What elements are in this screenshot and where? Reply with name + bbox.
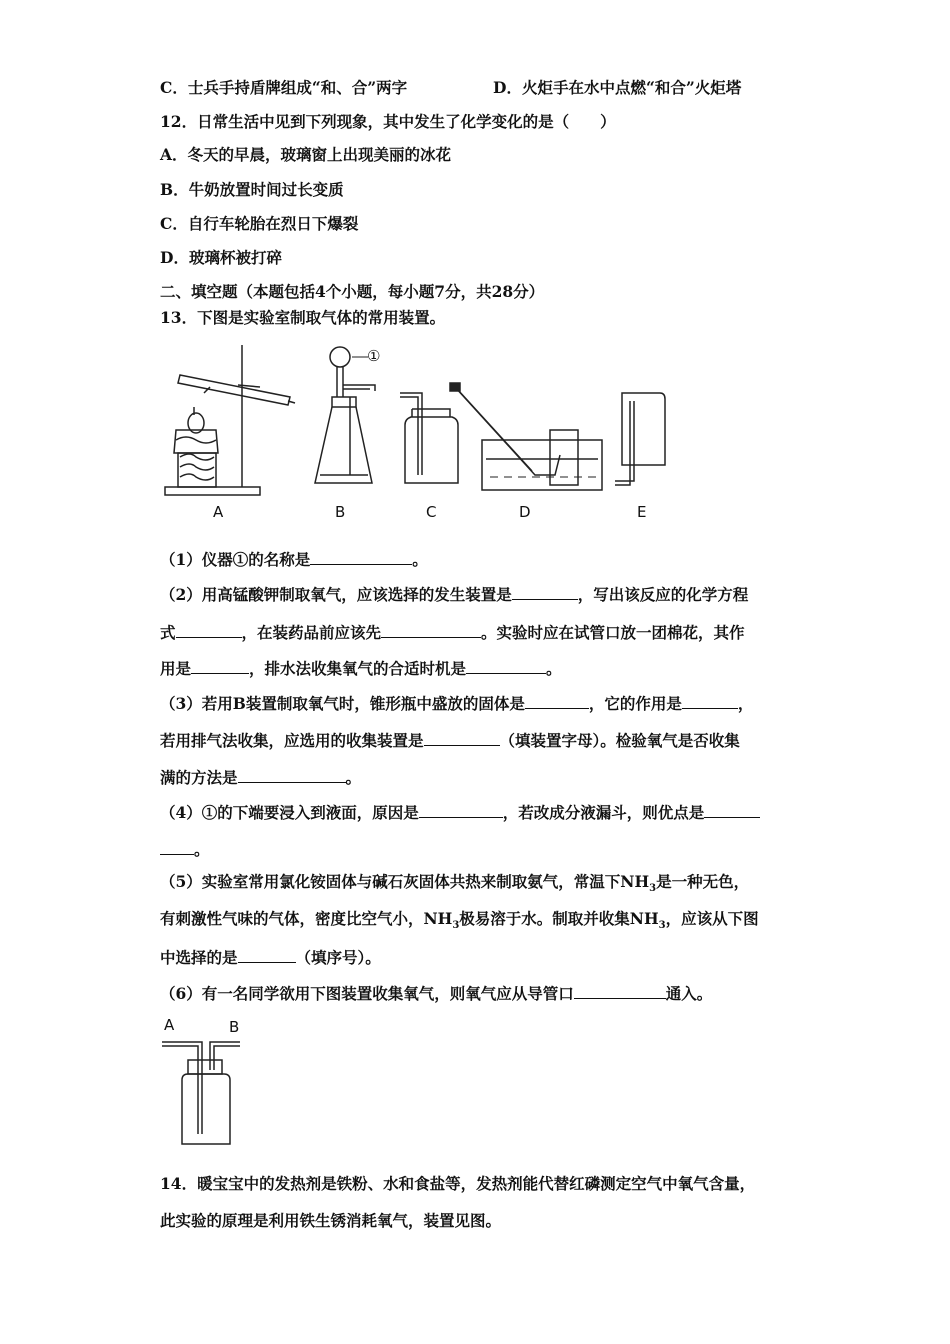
apparatus-d bbox=[450, 383, 602, 490]
q13-part5-line1: （5）实验室常用氯化铵固体与碱石灰固体共热来制取氨气，常温下$NH_3$是一种无色， bbox=[160, 872, 750, 895]
q12-option-a: A．冬天的早晨，玻璃窗上出现美丽的冰花 bbox=[160, 145, 452, 164]
fig-label-d: D bbox=[519, 503, 531, 521]
fig-label-b: B bbox=[335, 503, 346, 521]
q13-part4-line1: （4）①的下端要浸入到液面，原因是 ，若改成分液漏斗，则优点是 bbox=[160, 801, 760, 823]
instrument-marker: ① bbox=[367, 347, 381, 365]
fig-label-c: C bbox=[426, 503, 437, 521]
q14-line2: 此实验的原理是利用铁生锈消耗氧气，装置见图。 bbox=[160, 1211, 502, 1230]
apparatus-c bbox=[400, 393, 458, 483]
gas-bottle-figure bbox=[160, 1030, 250, 1150]
apparatus-b bbox=[315, 347, 375, 483]
q12-option-b: B．牛奶放置时间过长变质 bbox=[160, 180, 344, 199]
q13-part3-line2: 若用排气法收集，应选用的收集装置是 （填装置字母）。检验氧气是否收集 bbox=[160, 731, 740, 750]
q13-part1: （1）仪器①的名称是 。 bbox=[160, 550, 428, 569]
q13-part3-line3: 满的方法是 。 bbox=[160, 768, 362, 787]
q12-stem: 12．日常生活中见到下列现象，其中发生了化学变化的是（ ） bbox=[160, 112, 616, 131]
q13-part2-line3: 用是 ，排水法收集氧气的合适时机是 。 bbox=[160, 659, 562, 678]
q13-part3-line1: （3）若用B装置制取氧气时，锥形瓶中盛放的固体是 ，它的作用是 ， bbox=[160, 694, 754, 713]
q12-option-d: D．玻璃杯被打碎 bbox=[160, 248, 282, 267]
q13-part2-line2: 式 ，在装药品前应该先 。实验时应在试管口放一团棉花，其作 bbox=[160, 623, 745, 642]
q13-part5-line2: 有刺激性气味的气体，密度比空气小，$NH_3$极易溶于水。制取并收集$NH_3$，应该从下图 bbox=[160, 909, 759, 932]
q14-line1: 14．暖宝宝中的发热剂是铁粉、水和食盐等，发热剂能代替红磷测定空气中氧气含量， bbox=[160, 1174, 756, 1193]
bottle-label-a: A bbox=[164, 1016, 175, 1034]
apparatus-e bbox=[615, 393, 665, 485]
fig-label-e: E bbox=[637, 503, 647, 521]
section-heading: 二、填空题（本题包括4个小题，每小题7分，共28分） bbox=[160, 282, 545, 301]
bottle-label-b: B bbox=[229, 1018, 240, 1036]
lab-apparatus-figure bbox=[160, 335, 680, 525]
apparatus-a bbox=[165, 345, 295, 495]
fig-label-a: A bbox=[213, 503, 224, 521]
q11-option-d: D．火炬手在水中点燃“和合”火炬塔 bbox=[493, 78, 742, 97]
q13-part4-line2: 。 bbox=[160, 838, 210, 860]
q11-option-c: C．士兵手持盾牌组成“和、合”两字 bbox=[160, 78, 408, 97]
q13-part6: （6）有一名同学欲用下图装置收集氧气，则氧气应从导管口 通入。 bbox=[160, 984, 713, 1003]
q13-part2-line1: （2）用高锰酸钾制取氧气，应该选择的发生装置是 ，写出该反应的化学方程 bbox=[160, 585, 749, 604]
q12-option-c: C．自行车轮胎在烈日下爆裂 bbox=[160, 214, 359, 233]
q13-stem: 13．下图是实验室制取气体的常用装置。 bbox=[160, 308, 446, 327]
q13-part5-line3: 中选择的是 （填序号）。 bbox=[160, 948, 381, 967]
